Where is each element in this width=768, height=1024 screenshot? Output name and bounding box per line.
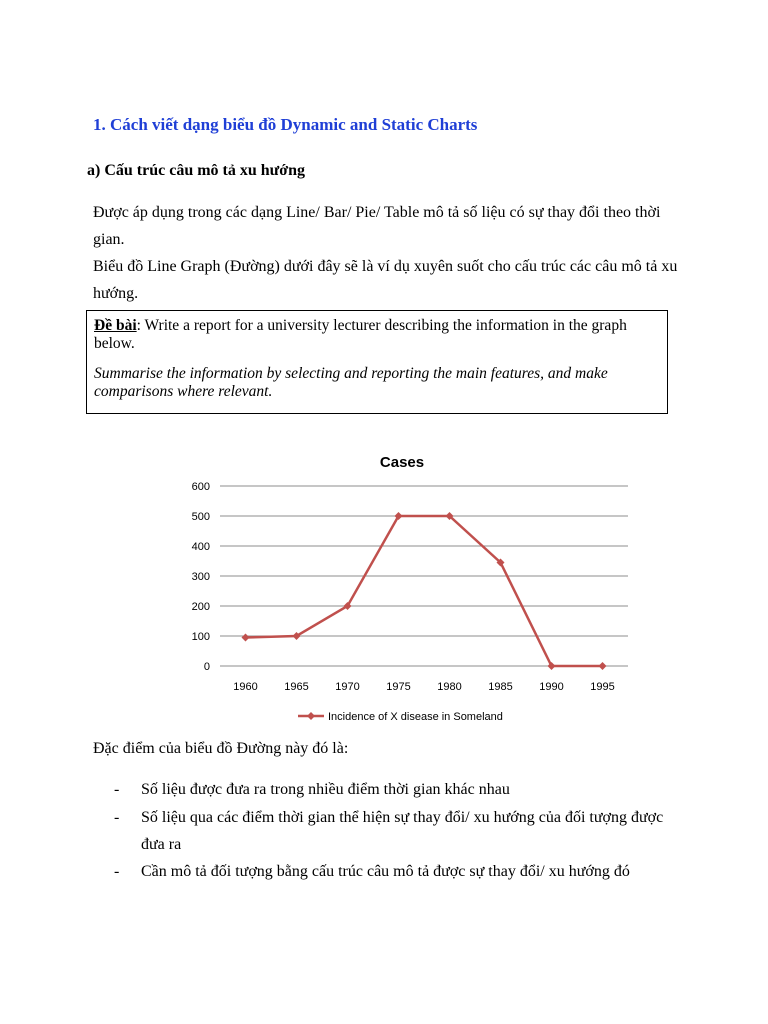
- x-tick-label: 1990: [539, 681, 564, 693]
- x-tick-label: 1960: [233, 681, 258, 693]
- features-intro: Đặc điểm của biểu đồ Đường này đó là:: [93, 740, 349, 757]
- paragraph-usage: Được áp dụng trong các dạng Line/ Bar/ Pie/ Table mô tả số liệu có sự thay đổi theo thời gian.: [93, 204, 661, 248]
- task-instruction: Summarise the information by selecting and reporting the main features, and make comparisons where relevant.: [94, 365, 608, 400]
- chart-axes: [192, 481, 615, 693]
- y-tick-label: 300: [191, 571, 210, 583]
- series-line: [246, 516, 603, 666]
- bullet-marker: -: [114, 809, 120, 826]
- subsection-heading: a) Cấu trúc câu mô tả xu hướng: [87, 162, 306, 179]
- y-tick-label: 0: [203, 661, 210, 673]
- bullet-text: Số liệu được đưa ra trong nhiều điểm thời gian khác nhau: [141, 781, 510, 798]
- chart-title: Cases: [379, 454, 425, 471]
- data-point: [242, 634, 250, 642]
- bullet-marker: -: [114, 781, 120, 798]
- section-heading: 1. Cách viết dạng biểu đồ Dynamic and Static Charts: [93, 115, 478, 134]
- chart-legend: [298, 711, 503, 723]
- x-tick-label: 1975: [386, 681, 411, 693]
- paragraph-example: Biểu đồ Line Graph (Đường) dưới đây sẽ là ví dụ xuyên suốt cho cấu trúc các câu mô tả xu hướng.: [93, 258, 678, 302]
- x-tick-label: 1980: [437, 681, 462, 693]
- x-tick-label: 1995: [590, 681, 615, 693]
- x-tick-label: 1965: [284, 681, 309, 693]
- chart-grid: [220, 486, 628, 666]
- chart-series: [242, 512, 607, 670]
- y-tick-label: 600: [191, 481, 210, 493]
- y-tick-label: 100: [191, 631, 210, 643]
- legend-marker: [307, 712, 315, 720]
- task-text: : Write a report for a university lecturer describing the information in the graph below.: [94, 317, 627, 352]
- data-point: [548, 662, 556, 670]
- x-tick-label: 1985: [488, 681, 513, 693]
- line-chart: [180, 448, 650, 733]
- x-tick-label: 1970: [335, 681, 360, 693]
- bullet-text: Số liệu qua các điểm thời gian thể hiện sự thay đổi/ xu hướng của đối tượng được đưa ra: [141, 809, 664, 853]
- bullet-text: Cần mô tả đối tượng bằng cấu trúc câu mô tả được sự thay đổi/ xu hướng đó: [141, 863, 630, 880]
- task-box: [86, 310, 668, 414]
- y-tick-label: 400: [191, 541, 210, 553]
- y-tick-label: 500: [191, 511, 210, 523]
- task-label: Đề bài: [94, 317, 137, 334]
- bullet-marker: -: [114, 863, 120, 880]
- task-prompt: [94, 317, 660, 353]
- y-tick-label: 200: [191, 601, 210, 613]
- data-point: [599, 662, 607, 670]
- legend-label: Incidence of X disease in Someland: [328, 711, 503, 723]
